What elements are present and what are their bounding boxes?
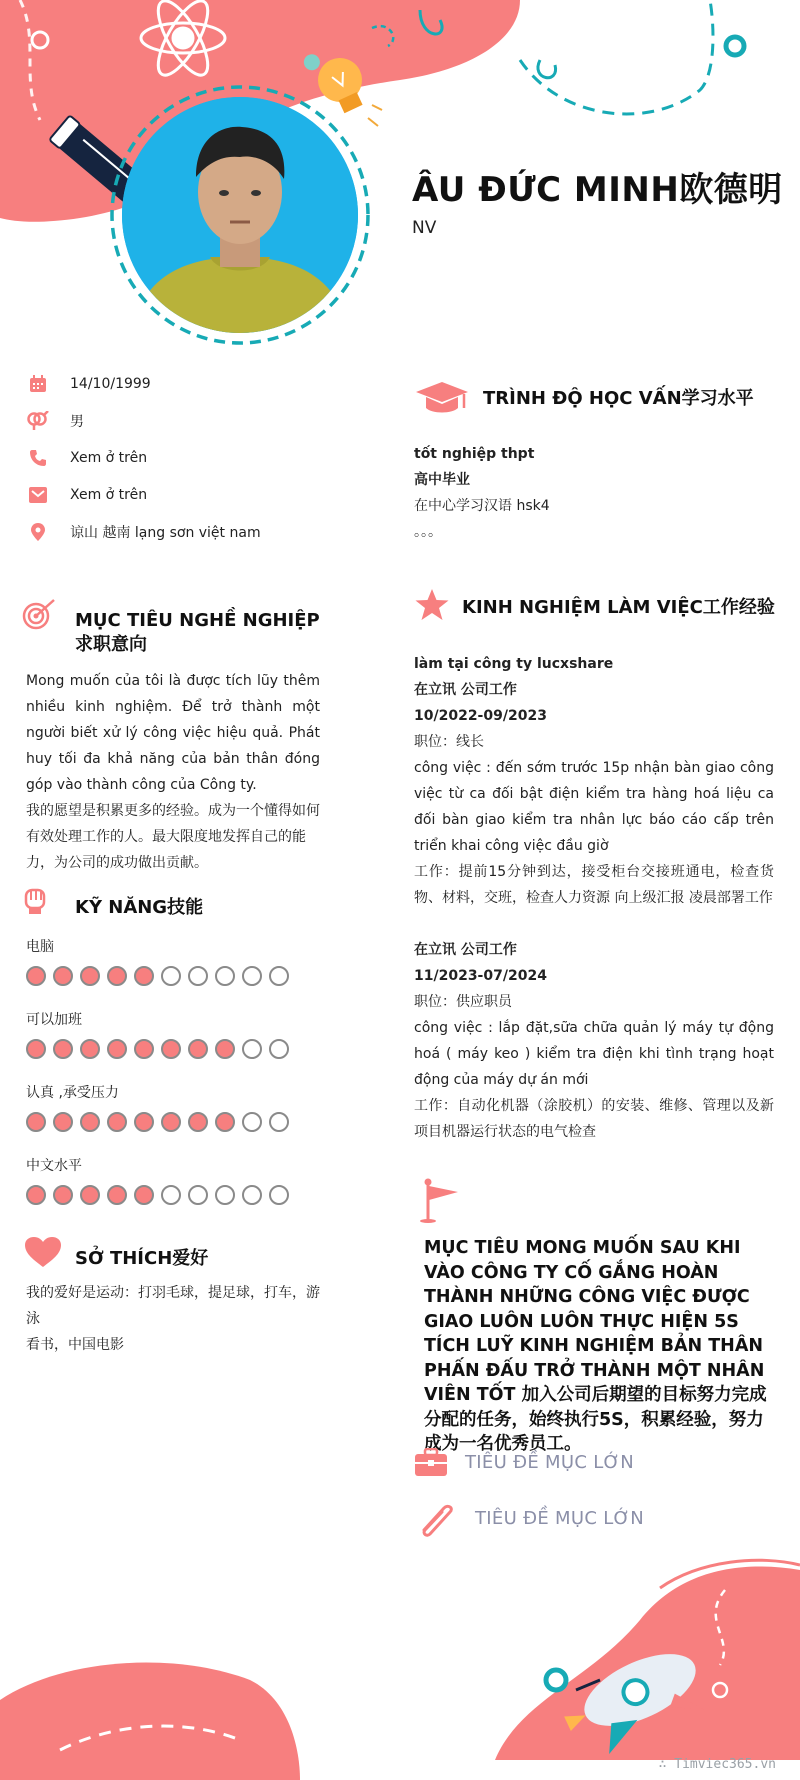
target-icon bbox=[22, 598, 58, 630]
location-pin-icon bbox=[26, 520, 50, 544]
rating-dot-empty bbox=[242, 1185, 262, 1205]
experience-company-header: làm tại công ty lucxshare bbox=[414, 656, 614, 672]
address-value: 谅山 越南 lạng sơn việt nam bbox=[70, 525, 261, 541]
contact-birthday bbox=[26, 372, 151, 396]
rating-dot-filled bbox=[80, 1112, 100, 1132]
graduation-cap-icon bbox=[414, 380, 470, 416]
candidate-position: NV bbox=[412, 218, 437, 238]
rating-dot-filled bbox=[134, 1112, 154, 1132]
contact-email bbox=[26, 483, 147, 507]
contact-address bbox=[26, 520, 261, 544]
hobby-line-1: 我的爱好是运动：打羽毛球，提足球，打车，游泳 bbox=[26, 1285, 320, 1327]
rating-dot-empty bbox=[269, 966, 289, 986]
gender-icon bbox=[26, 409, 50, 433]
rating-dot-filled bbox=[161, 1039, 181, 1059]
job-period: 11/2023-07/2024 bbox=[414, 968, 547, 984]
skill-rating bbox=[26, 1112, 289, 1132]
job-desc-cn: 工作：提前15分钟到达，接受柜台交接班通电，检查货物、材料，交班，检查人力资源 向上级汇报 凌晨部署工作 bbox=[414, 864, 774, 906]
hobbies-title: SỞ THÍCH爱好 bbox=[75, 1248, 209, 1269]
candidate-name: ÂU ĐỨC MINH欧德明 bbox=[412, 170, 783, 210]
career-objective-title: MỤC TIÊU NGHỀ NGHIỆP求职意向 bbox=[75, 610, 320, 655]
rating-dot-filled bbox=[134, 966, 154, 986]
paperclip-icon bbox=[416, 1498, 458, 1540]
rating-dot-filled bbox=[26, 966, 46, 986]
contact-gender bbox=[26, 409, 84, 433]
rating-dot-filled bbox=[107, 966, 127, 986]
rating-dot-filled bbox=[161, 1112, 181, 1132]
rating-dot-filled bbox=[134, 1185, 154, 1205]
rating-dot-filled bbox=[188, 1039, 208, 1059]
birthday-value: 14/10/1999 bbox=[70, 376, 151, 392]
rating-dot-filled bbox=[80, 966, 100, 986]
job-desc-vi: công việc : đến sớm trước 15p nhận bàn giao công việc từ ca đối bật điện kiểm tra hàng hoá liệu ca đối bàn giao kiểm tra nhân lực báo cáo cấp trên triển khai công việc đầu giờ bbox=[414, 760, 774, 854]
education-block bbox=[414, 441, 774, 545]
education-extra: 。。。 bbox=[414, 524, 442, 540]
job-company: 在立讯 公司工作 bbox=[414, 682, 517, 698]
rating-dot-filled bbox=[53, 1112, 73, 1132]
education-school: tốt nghiệp thpt bbox=[414, 446, 535, 462]
star-icon bbox=[414, 588, 450, 622]
career-objective-text bbox=[26, 668, 320, 876]
job-period: 10/2022-09/2023 bbox=[414, 708, 547, 724]
contact-phone bbox=[26, 446, 147, 470]
rating-dot-filled bbox=[53, 1039, 73, 1059]
rating-dot-empty bbox=[269, 1039, 289, 1059]
rating-dot-empty bbox=[188, 1185, 208, 1205]
phone-icon bbox=[26, 446, 50, 470]
flag-icon bbox=[420, 1178, 462, 1224]
job-role: 职位：供应职员 bbox=[414, 994, 512, 1010]
rating-dot-filled bbox=[107, 1112, 127, 1132]
watermark: ∴ Timviec365.vn bbox=[658, 1757, 776, 1772]
rating-dot-filled bbox=[26, 1039, 46, 1059]
rating-dot-empty bbox=[161, 1185, 181, 1205]
skill-rating bbox=[26, 1185, 289, 1205]
section-title-placeholder-2: TIÊU ĐỀ MỤC LỚN bbox=[475, 1508, 645, 1529]
rating-dot-filled bbox=[107, 1185, 127, 1205]
rating-dot-empty bbox=[161, 966, 181, 986]
rating-dot-filled bbox=[134, 1039, 154, 1059]
hand-fist-icon bbox=[24, 886, 46, 916]
skill-label: 电脑 bbox=[26, 939, 54, 955]
rating-dot-filled bbox=[26, 1185, 46, 1205]
rating-dot-empty bbox=[242, 1112, 262, 1132]
rating-dot-filled bbox=[215, 1112, 235, 1132]
rating-dot-empty bbox=[242, 966, 262, 986]
rating-dot-filled bbox=[80, 1185, 100, 1205]
skill-rating bbox=[26, 1039, 289, 1059]
hobbies-text bbox=[26, 1280, 326, 1358]
job-desc-cn: 工作：自动化机器（涂胶机）的安装、维修、管理以及新项目机器运行状态的电气检查 bbox=[414, 1098, 774, 1140]
calendar-icon bbox=[26, 372, 50, 396]
objective-vi: Mong muốn của tôi là được tích lũy thêm nhiều kinh nghiệm. Để trở thành một người biết xử lý công việc hiệu quả. Phát huy tối đa khả năng của bản thân đóng góp vào thành công của Công ty. bbox=[26, 673, 320, 793]
career-goal-text: MỤC TIÊU MONG MUỐN SAU KHI VÀO CÔNG TY CỐ GẮNG HOÀN THÀNH NHỮNG CÔNG VIỆC ĐƯỢC GIAO LUÔN LUÔN THỰC HIỆN 5S TÍCH LUỸ KINH NGHIỆM BẢN THÂN PHẤN ĐẤU TRỞ THÀNH MỘT NHÂN VIÊN TỐT 加入公司后期望的目标努力完成分配的任务，始终执行5S，积累经验，努力成为一名优秀员工。 bbox=[424, 1238, 767, 1454]
rating-dot-filled bbox=[26, 1112, 46, 1132]
phone-value: Xem ở trên bbox=[70, 450, 148, 466]
education-detail: 在中心学习汉语 hsk4 bbox=[414, 498, 550, 514]
objective-cn: 我的愿望是积累更多的经验。成为一个懂得如何有效处理工作的人。最大限度地发挥自己的能力，为公司的成功做出贡献。 bbox=[26, 803, 320, 871]
skill-rating bbox=[26, 966, 289, 986]
experience-title: KINH NGHIỆM LÀM VIỆC工作经验 bbox=[462, 597, 775, 618]
skill-label: 可以加班 bbox=[26, 1012, 82, 1028]
rating-dot-empty bbox=[188, 966, 208, 986]
rating-dot-empty bbox=[269, 1185, 289, 1205]
education-degree: 高中毕业 bbox=[414, 472, 470, 488]
rating-dot-filled bbox=[80, 1039, 100, 1059]
rating-dot-filled bbox=[53, 966, 73, 986]
rating-dot-empty bbox=[215, 1185, 235, 1205]
hobby-line-2: 看书，中国电影 bbox=[26, 1337, 124, 1353]
mail-icon bbox=[26, 483, 50, 507]
rating-dot-filled bbox=[107, 1039, 127, 1059]
job-role: 职位：线长 bbox=[414, 734, 484, 750]
email-value: Xem ở trên bbox=[70, 487, 148, 503]
skill-label: 中文水平 bbox=[26, 1158, 82, 1174]
avatar-person-icon bbox=[122, 97, 358, 333]
gender-value: 男 bbox=[70, 414, 84, 430]
rating-dot-filled bbox=[53, 1185, 73, 1205]
skills-title: KỸ NĂNG技能 bbox=[75, 897, 204, 918]
rating-dot-empty bbox=[242, 1039, 262, 1059]
job-desc-vi: công việc : lắp đặt,sữa chữa quản lý máy tự động hoá ( máy keo ) kiểm tra điện khi tình trạng hoạt động của máy dự án mới bbox=[414, 1020, 774, 1088]
heart-icon bbox=[24, 1236, 62, 1268]
rating-dot-filled bbox=[188, 1112, 208, 1132]
briefcase-icon bbox=[414, 1448, 448, 1478]
section-title-placeholder-1: TIÊU ĐỀ MỤC LỚN bbox=[465, 1452, 635, 1473]
skill-label: 认真 ,承受压力 bbox=[26, 1085, 119, 1101]
rating-dot-empty bbox=[215, 966, 235, 986]
education-title: TRÌNH ĐỘ HỌC VẤN学习水平 bbox=[483, 388, 754, 409]
rating-dot-filled bbox=[215, 1039, 235, 1059]
experience-job-2 bbox=[414, 937, 774, 1145]
experience-block bbox=[414, 651, 774, 1145]
rating-dot-empty bbox=[269, 1112, 289, 1132]
avatar bbox=[122, 97, 358, 333]
job-company: 在立讯 公司工作 bbox=[414, 942, 517, 958]
experience-job-1 bbox=[414, 677, 774, 911]
